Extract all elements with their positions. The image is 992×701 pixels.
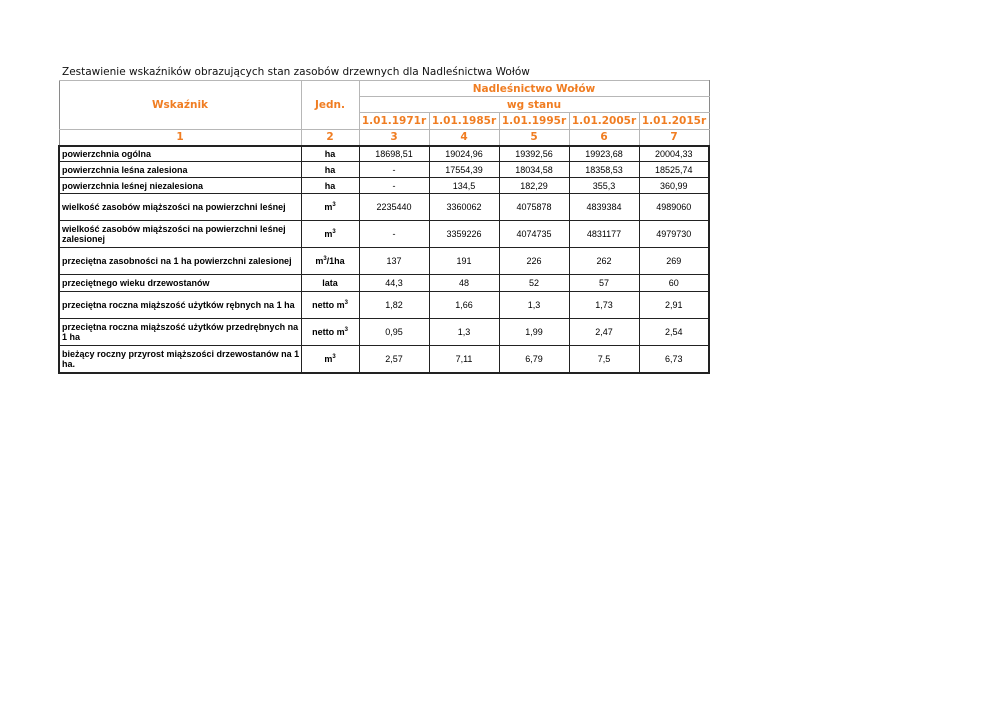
value-cell: 1,99: [499, 319, 569, 346]
value-cell: 44,3: [359, 275, 429, 292]
unit-exponent: 3: [323, 256, 327, 262]
unit-base: netto m: [312, 300, 345, 310]
unit-base: m: [324, 202, 333, 212]
value-cell: 7,5: [569, 346, 639, 373]
value-cell: 48: [429, 275, 499, 292]
unit-exponent: 3: [344, 300, 348, 306]
row-label: bieżący roczny przyrost miąższości drzewostanów na 1 ha.: [59, 346, 301, 373]
table-row: [59, 194, 709, 221]
header-date: 1.01.1985r: [429, 113, 499, 130]
header-date: 1.01.2015r: [639, 113, 709, 130]
value-cell: 2,91: [639, 292, 709, 319]
row-unit: [301, 346, 359, 373]
value-cell: 137: [359, 248, 429, 275]
value-cell: 19024,96: [429, 146, 499, 162]
unit-base: m: [324, 229, 333, 239]
row-unit: [301, 194, 359, 221]
value-cell: 4979730: [639, 221, 709, 248]
table-row: [59, 248, 709, 275]
table-row: [59, 178, 709, 194]
column-number: 3: [359, 130, 429, 146]
value-cell: 0,95: [359, 319, 429, 346]
value-cell: -: [359, 178, 429, 194]
value-cell: 19392,56: [499, 146, 569, 162]
table-row: [59, 221, 709, 248]
value-cell: 1,3: [499, 292, 569, 319]
header-district: Nadleśnictwo Wołów: [359, 81, 709, 97]
unit-base: ha: [324, 164, 336, 175]
value-cell: 18358,53: [569, 162, 639, 178]
value-cell: 6,79: [499, 346, 569, 373]
row-label: powierzchnia leśna zalesiona: [59, 162, 301, 178]
row-unit: [301, 292, 359, 319]
column-number: 1: [59, 130, 301, 146]
value-cell: 262: [569, 248, 639, 275]
value-cell: 3359226: [429, 221, 499, 248]
value-cell: -: [359, 221, 429, 248]
value-cell: 17554,39: [429, 162, 499, 178]
unit-base: ha: [324, 148, 336, 159]
value-cell: 2,54: [639, 319, 709, 346]
value-cell: 269: [639, 248, 709, 275]
value-cell: 7,11: [429, 346, 499, 373]
value-cell: 3360062: [429, 194, 499, 221]
unit-exponent: 3: [332, 353, 336, 360]
row-label: przeciętna roczna miąższość użytków rębnych na 1 ha: [59, 292, 301, 319]
value-cell: 2235440: [359, 194, 429, 221]
row-unit: [301, 248, 359, 275]
value-cell: 1,82: [359, 292, 429, 319]
unit-exponent: 3: [344, 327, 348, 333]
column-number: 2: [301, 130, 359, 146]
value-cell: 57: [569, 275, 639, 292]
table-title: Zestawienie wskaźników obrazujących stan zasobów drzewnych dla Nadleśnictwa Wołów: [62, 66, 530, 78]
value-cell: 360,99: [639, 178, 709, 194]
header-date: 1.01.1971r: [359, 113, 429, 130]
unit-base: ha: [324, 180, 336, 191]
value-cell: 191: [429, 248, 499, 275]
row-unit: [301, 178, 359, 194]
value-cell: 4831177: [569, 221, 639, 248]
column-number: 4: [429, 130, 499, 146]
value-cell: 4074735: [499, 221, 569, 248]
value-cell: 4989060: [639, 194, 709, 221]
table-row: [59, 346, 709, 373]
row-label: przeciętna roczna miąższość użytków przedrębnych na 1 ha: [59, 319, 301, 346]
unit-exponent: 3: [332, 229, 336, 235]
header-date: 1.01.2005r: [569, 113, 639, 130]
row-label: przeciętnego wieku drzewostanów: [59, 275, 301, 292]
value-cell: 2,47: [569, 319, 639, 346]
row-label: powierzchnia ogólna: [59, 146, 301, 162]
resources-table: [58, 80, 710, 374]
row-label: powierzchnia leśnej niezalesiona: [59, 178, 301, 194]
row-unit: [301, 275, 359, 292]
table-row: [59, 146, 709, 162]
row-unit: [301, 319, 359, 346]
value-cell: 355,3: [569, 178, 639, 194]
column-number: 7: [639, 130, 709, 146]
value-cell: 1,73: [569, 292, 639, 319]
value-cell: 6,73: [639, 346, 709, 373]
value-cell: 134,5: [429, 178, 499, 194]
value-cell: 60: [639, 275, 709, 292]
value-cell: 182,29: [499, 178, 569, 194]
value-cell: 18525,74: [639, 162, 709, 178]
column-number: 6: [569, 130, 639, 146]
table-row: [59, 162, 709, 178]
row-label: wielkość zasobów miąższości na powierzchni leśnej zalesionej: [59, 221, 301, 248]
value-cell: 1,3: [429, 319, 499, 346]
row-unit: [301, 162, 359, 178]
table-row: [59, 292, 709, 319]
header-state-as-of: wg stanu: [359, 97, 709, 113]
value-cell: 18698,51: [359, 146, 429, 162]
header-unit: Jedn.: [301, 81, 359, 130]
value-cell: 20004,33: [639, 146, 709, 162]
value-cell: 18034,58: [499, 162, 569, 178]
header-date: 1.01.1995r: [499, 113, 569, 130]
value-cell: 2,57: [359, 346, 429, 373]
value-cell: 4075878: [499, 194, 569, 221]
table-row: [59, 275, 709, 292]
value-cell: -: [359, 162, 429, 178]
unit-base: m: [315, 256, 324, 266]
header-indicator: Wskaźnik: [59, 81, 301, 130]
unit-base: lata: [322, 278, 338, 288]
unit-base: m: [324, 353, 333, 364]
value-cell: 1,66: [429, 292, 499, 319]
row-unit: [301, 146, 359, 162]
row-label: wielkość zasobów miąższości na powierzchni leśnej: [59, 194, 301, 221]
table-row: [59, 319, 709, 346]
row-label: przeciętna zasobności na 1 ha powierzchni zalesionej: [59, 248, 301, 275]
value-cell: 4839384: [569, 194, 639, 221]
value-cell: 19923,68: [569, 146, 639, 162]
unit-exponent: 3: [332, 202, 336, 208]
column-number: 5: [499, 130, 569, 146]
value-cell: 226: [499, 248, 569, 275]
value-cell: 52: [499, 275, 569, 292]
unit-suffix: /1ha: [326, 256, 345, 266]
unit-base: netto m: [312, 327, 345, 337]
row-unit: [301, 221, 359, 248]
